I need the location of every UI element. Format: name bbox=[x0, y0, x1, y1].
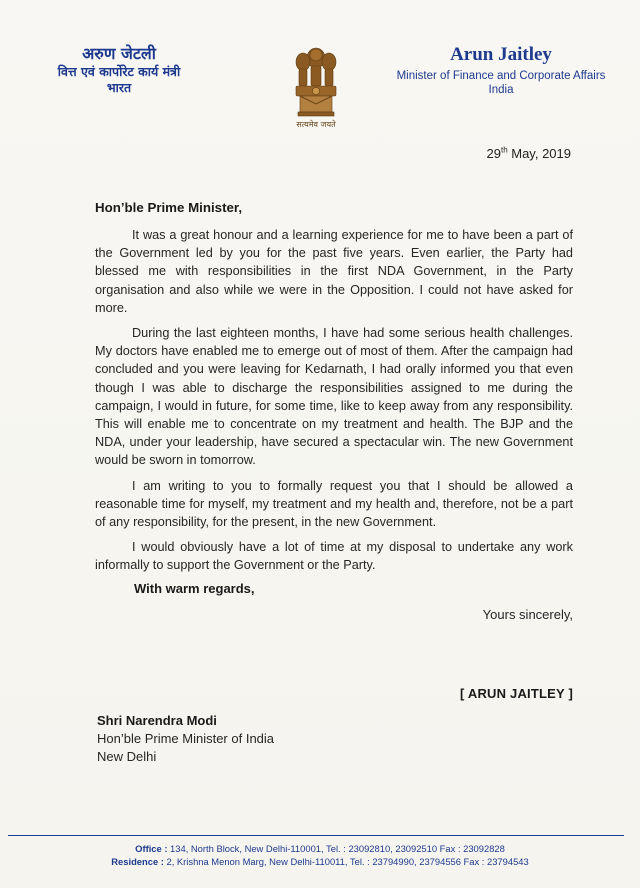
letter-date bbox=[487, 146, 572, 161]
english-title: Minister of Finance and Corporate Affairs bbox=[396, 70, 606, 82]
emblem-motto: सत्यमेव जयते bbox=[296, 120, 336, 129]
paragraph: It was a great honour and a learning experience for me to have been a part of the Government led by you for the past five years. Even earlier, the Party had blessed me with responsibilities in the first NDA Government, in the Party organisation and also while we were in the Opposition. I could not have asked for more. bbox=[95, 228, 573, 315]
state-emblem bbox=[287, 44, 345, 136]
english-name: Arun Jaitley bbox=[450, 44, 552, 65]
addressee-city: New Delhi bbox=[97, 749, 157, 764]
letterhead-hindi bbox=[26, 44, 212, 96]
salutation: Hon’ble Prime Minister, bbox=[95, 200, 243, 215]
letterhead-english bbox=[380, 44, 622, 97]
footer-divider bbox=[8, 835, 624, 836]
residence-text: 2, Krishna Menon Marg, New Delhi-110011, Tel. : 23794990, 23794556 Fax : 23794543 bbox=[163, 856, 529, 867]
closing-regards: With warm regards, bbox=[134, 581, 255, 596]
hindi-country: भारत bbox=[106, 80, 132, 95]
letterhead-footer bbox=[0, 842, 640, 868]
hindi-name: अरुण जेटली bbox=[82, 44, 156, 63]
date-rest: May, 2019 bbox=[507, 146, 571, 161]
residence-address bbox=[0, 855, 640, 868]
closing-yours: Yours sincerely, bbox=[482, 607, 573, 622]
paragraph: I am writing to you to formally request you that I should be allowed a reasonable time for myself, my treatment and my health and, therefore, not be a part of any responsibility, for the present, in the new Government. bbox=[95, 478, 573, 530]
addressee-block bbox=[97, 712, 274, 766]
letter-body bbox=[95, 226, 573, 582]
english-country: India bbox=[488, 84, 514, 96]
addressee-name: Shri Narendra Modi bbox=[97, 713, 217, 728]
paragraph: I would obviously have a lot of time at my disposal to undertake any work informally to support the Government or the Party. bbox=[95, 540, 573, 573]
office-text: 134, North Block, New Delhi-110001, Tel. : 23092810, 23092510 Fax : 23092828 bbox=[167, 843, 505, 854]
lion-capital-icon bbox=[293, 44, 339, 118]
hindi-title: वित्त एवं कार्पोरेट कार्य मंत्री bbox=[57, 64, 181, 79]
signature-name: [ ARUN JAITLEY ] bbox=[460, 686, 573, 701]
date-suffix: th bbox=[500, 145, 508, 155]
office-label: Office : bbox=[135, 843, 168, 854]
addressee-title: Hon’ble Prime Minister of India bbox=[97, 731, 275, 746]
date-day: 29 bbox=[486, 146, 501, 161]
residence-label: Residence : bbox=[111, 856, 164, 867]
paragraph: During the last eighteen months, I have had some serious health challenges. My doctors have enabled me to emerge out of most of them. After the campaign had concluded and you were leaving for Kedarnath, I had orally informed you that even though I was able to discharge the responsibilities assigned to me during the campaign, I would in future, for some time, like to keep away from any responsibility. This will enable me to concentrate on my treatment and health. The BJP and the NDA, under your leadership, have secured a spectacular win. The new Government would be sworn in tomorrow. bbox=[95, 326, 573, 468]
office-address bbox=[0, 842, 640, 855]
